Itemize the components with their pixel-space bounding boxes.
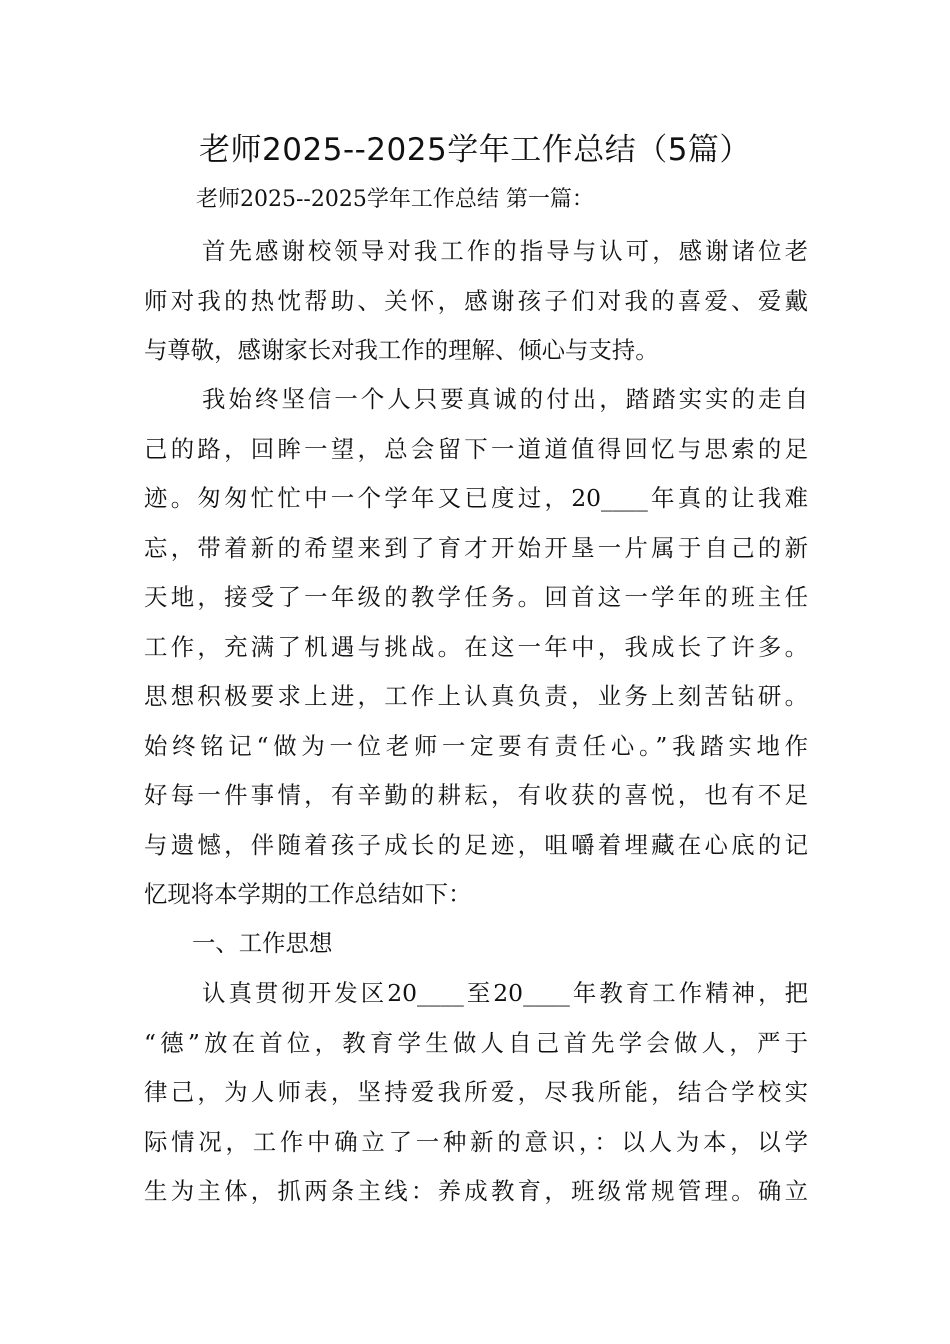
paragraph-line: 我始终坚信一个人只要真诚的付出，踏踏实实的走自 — [202, 385, 808, 413]
paragraph-line: 天地，接受了一年级的教学任务。回首这一学年的班主任 — [144, 583, 808, 611]
paragraph-line: 迹。匆匆忙忙中一个学年又已度过，20____年真的让我难 — [144, 484, 808, 512]
section-title-work-thought — [144, 919, 808, 969]
paragraph-line: 师对我的热忱帮助、关怀，感谢孩子们对我的喜爱、爱戴 — [144, 286, 808, 315]
section-heading: 老师2025--2025学年工作总结 第一篇： — [196, 187, 594, 212]
paragraph-line: 始终铭记“做为一位老师一定要有责任心。”我踏实地作 — [144, 731, 808, 760]
paragraph-line: 首先感谢校领导对我工作的指导与认可，感谢诸位老 — [202, 237, 808, 265]
paragraph-line: 己的路，回眸一望，总会留下一道道值得回忆与思索的足 — [144, 434, 808, 463]
paragraph-line: 思想积极要求上进，工作上认真负责，业务上刻苦钻研。 — [144, 682, 808, 710]
paragraph-line: 与尊敬，感谢家长对我工作的理解、倾心与支持。 — [144, 336, 659, 364]
paragraph-line: 忆现将本学期的工作总结如下： — [144, 880, 472, 908]
paragraph-work-thought — [144, 969, 808, 1217]
paragraph-line: 生为主体，抓两条主线：养成教育，班级常规管理。确立 — [144, 1177, 808, 1205]
paragraph-line: 工作，充满了机遇与挑战。在这一年中，我成长了许多。 — [144, 632, 808, 661]
paragraph-line: 律己，为人师表，坚持爱我所爱，尽我所能，结合学校实 — [144, 1078, 808, 1106]
paragraph-line: 与遗憾，伴随着孩子成长的足迹，咀嚼着埋藏在心底的记 — [144, 830, 808, 859]
paragraph-line: 忘，带着新的希望来到了育才开始开垦一片属于自己的新 — [144, 533, 808, 562]
document-title: 老师2025--2025学年工作总结（5篇） — [199, 132, 751, 168]
paragraph-gratitude — [144, 227, 808, 376]
paragraph-line: “德”放在首位，教育学生做人自己首先学会做人，严于 — [144, 1028, 808, 1057]
paragraph-line: 际情况，工作中确立了一种新的意识，：以人为本，以学 — [144, 1127, 808, 1156]
paragraph-line: 好每一件事情，有辛勤的耕耘，有收获的喜悦，也有不足 — [144, 781, 808, 809]
section-title-line: 一、工作思想 — [192, 929, 333, 957]
paragraph-line: 认真贯彻开发区20____至20____年教育工作精神，把 — [202, 979, 808, 1007]
paragraph-reflection — [144, 375, 808, 920]
